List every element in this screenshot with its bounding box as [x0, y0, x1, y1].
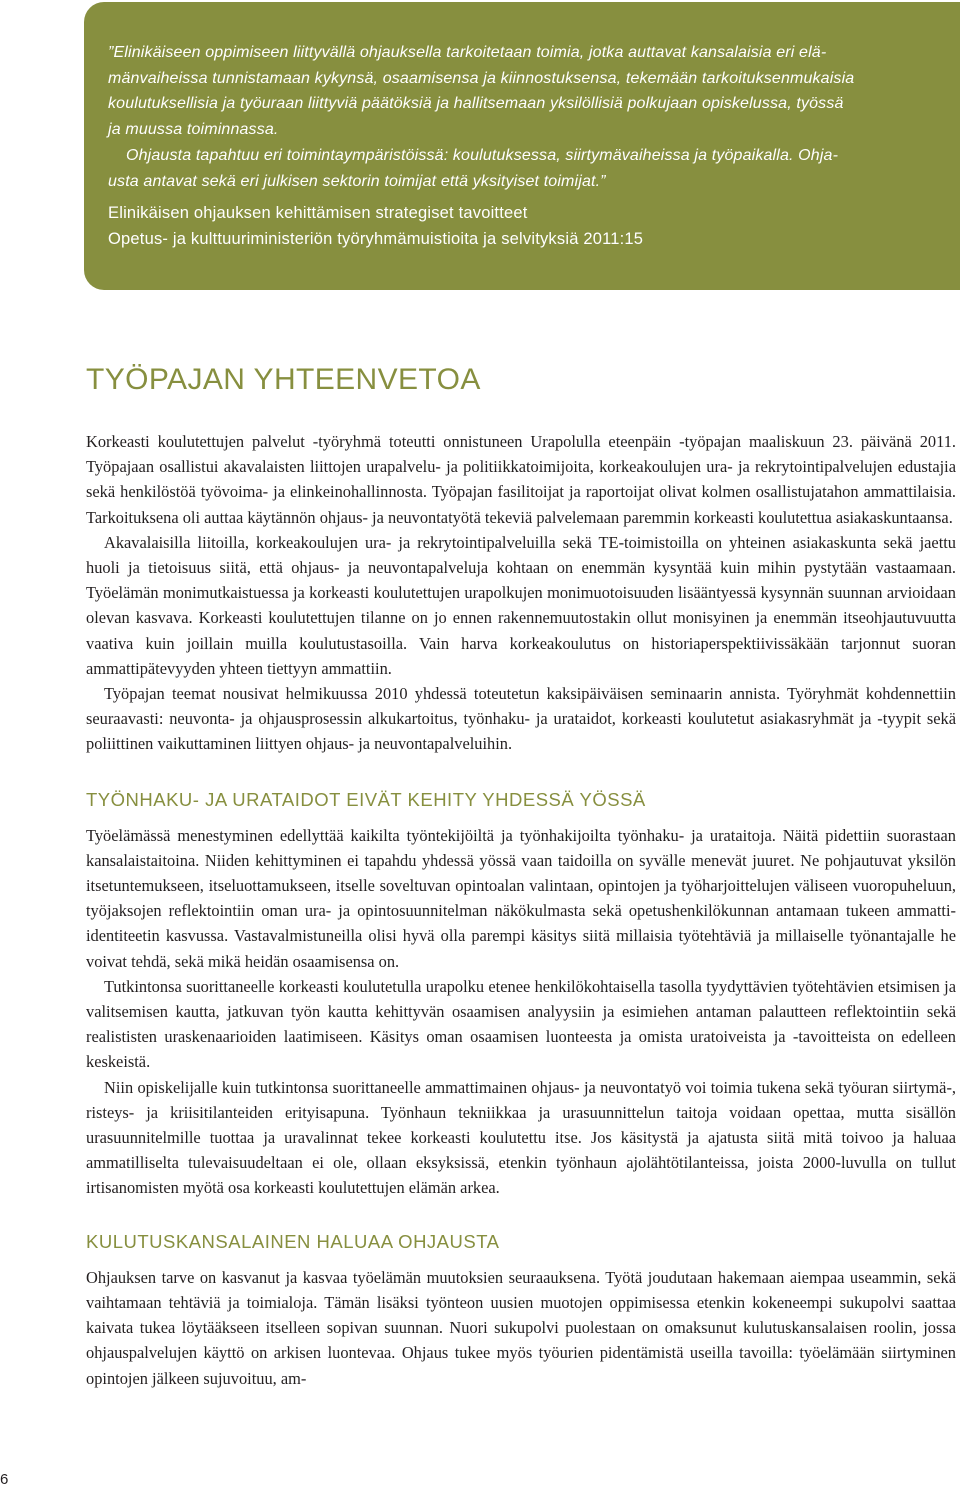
section-job-search-skills: [86, 823, 956, 1201]
paragraph: Akavalaisilla liitoilla, korkeakoulujen ura- ja rekrytointipalveluilla sekä TE-toimistoilla on yhteinen asiakaskunta sekä jaettu huoli ja tietoisuus siitä, että ohjaus- ja neuvontapalveluja kohtaan on enemmän kysyntää kuin mihin pystytään vastaamaan. Työelämän monimutkaistuessa ja korkeasti koulutettujen urapolkujen monimuotoisuuden lisääntyessä kysynnän suunnan arvioidaan olevan kasvava. Korkeasti koulutettujen tilanne on jo ennen rakennemuutostakin ollut monisyinen ja enemmän itseohjautuvuutta vaativa kuin joillain muilla koulutustasoilla. Vain harva korkeakoulutus on historiaperspektiivissäkään tarjonnut suoran ammattipätevyyden yhteen tiettyyn ammattiin.: [86, 532, 956, 678]
quote-box: [84, 2, 960, 290]
page-number: 6: [0, 1471, 9, 1488]
quote-source-title: Elinikäisen ohjauksen kehittämisen strategiset tavoitteet: [108, 204, 528, 223]
paragraph: Niin opiskelijalle kuin tutkintonsa suorittaneelle ammattimainen ohjaus- ja neuvontatyö voi toimia tukena sekä työuran siirtymä-, risteys- ja kriisitilanteiden erityisapuna. Työnhaun tekniikkaa ja urasuunnittelun taitoja voidaan opettaa, mutta sisällön urasuunnitelmille tuottaa ja uravalinnat tekee korkeasti koulutettu itse. Jos käsitystä ja ajatusta siitä mitä toivoo ja haluaa ammatilliselta tulevaisuudeltaan ei ole, ollaan eksyksissä, etenkin työnhaun ajolähtötilanteissa, joista 2000-luvulla on tullut irtisanomisten myötä osa korkeasti koulutettujen elämän arkea.: [86, 1077, 956, 1198]
main-content: [86, 362, 956, 1391]
paragraph: Ohjauksen tarve on kasvanut ja kasvaa työelämän muutoksien seuraauksena. Työtä joudutaan hakemaan aiempaa useammin, sekä vaihtamaan tehtäviä ja toimialoja. Tämän lisäksi työnteon uusien muotojen oppimisessa etenkin kokeneempi sukupolvi saattaa kaivata tukea löytääkseen itselleen sopivan suunnan. Nuori sukupolvi puolestaan on omaksunut kulutuskansalaisen roolin, jossa ohjauspalvelujen käyttö on arkisen luontevaa. Ohjaus tukee myös työurien pidentämistä useilla tavoilla: työelämään siirtyminen opintojen jälkeen sujuvoituu, am-: [86, 1267, 956, 1388]
paragraph: Korkeasti koulutettujen palvelut -työryhmä toteutti onnistuneen Urapolulla eteenpäin -työpajan maaliskuun 23. päivänä 2011. Työpajaan osallistui akavalaisten liittojen urapalvelu- ja politiikkatoimijoita, korkeakoulujen ura- ja rekrytointipalvelujen edustajia sekä henkilöstöä työvoima- ja elinkeinohallinnosta. Työpajan fasilitoijat ja raportoijat olivat kolmen osallistujatahon ammattilaisia. Tarkoituksena oli auttaa käytännön ohjaus- ja neuvontatyötä tekeviä palvelemaan paremmin korkeasti koulutettua asiakaskuntaansa.: [86, 432, 956, 527]
paragraph: Työelämässä menestyminen edellyttää kaikilta työntekijöiltä ja työnhakijoilta työnhaku- ja urataitoja. Näitä pidettiin suorastaan kansalaistaitoina. Niiden kehittyminen ei tapahdu yhdessä yössä vaan taidoilla on syvälle menevät juuret. Ne pohjautuvat yksilön itsetuntemukseen, itseluottamukseen, itselle soveltuvan opintoalan valintaan, opintojen ja työharjoittelujen väliseen vuoropuheluun, työjaksojen reflektointiin oman ura- ja opintosuunnitelman näkökulmasta sekä opetushenkilökunnan antamaan tukeen ammatti-identiteetin kasvussa. Vastavalmistuneilla olisi hyvä olla parempi käsitys siitä millaisia työtehtäviä ja millaiselle työnantajalle he voivat tehdä, sekä mikä heidän osaamisensa on.: [86, 825, 956, 971]
quote-line: usta antavat sekä eri julkisen sektorin toimijat että yksityiset toimijat.”: [108, 172, 606, 190]
section-heading: KULUTUSKANSALAINEN HALUAA OHJAUSTA: [86, 1230, 500, 1252]
paragraph: Työpajan teemat nousivat helmikuussa 2010 yhdessä toteutetun kaksipäiväisen seminaarin annista. Työryhmät kohdennettiin seuraavasti: neuvonta- ja ohjausprosessin alkukartoitus, työnhaku- ja urataidot, korkeasti koulutetut asiakasryhmät ja -tyypit sekä poliittinen vaikuttaminen liittyen ohjaus- ja neuvontapalveluihin.: [86, 684, 956, 754]
quote-line: koulutuksellisia ja työuraan liittyviä päätöksiä ja hallitsemaan yksilöllisiä polkujaan opiskelussa, työssä: [108, 95, 844, 113]
quote-line: ja muussa toiminnassa.: [108, 121, 279, 139]
section-heading: TYÖNHAKU- JA URATAIDOT EIVÄT KEHITY YHDESSÄ YÖSSÄ: [86, 788, 646, 810]
paragraph: Tutkintonsa suorittaneelle korkeasti koulutetulla urapolku etenee henkilökohtaisella tasolla tyydyttävien työtehtävien etsimisen ja valitsemisen kautta, jatkuvan työn kautta kehittyvän osaamisen analyysiin ja esimiehen antaman palautteen reflektointiin sekä realististen uraskenaarioiden laatimiseen. Käsitys oman osaamisen luonteesta ja omista uratoiveista ja -tavoitteista on edelleen keskeistä.: [86, 976, 956, 1072]
quote-text: [108, 40, 938, 194]
section-consumer-citizen: [86, 1265, 956, 1391]
quote-line: Ohjausta tapahtuu eri toimintaympäristöissä: koulutuksessa, siirtymävaiheissa ja työpaikalla. Ohja-: [126, 146, 839, 164]
page-title: TYÖPAJAN YHTEENVETOA: [86, 363, 481, 396]
quote-line: ”Elinikäiseen oppimiseen liittyvällä ohjauksella tarkoitetaan toimia, jotka auttavat kansalaisia eri elä-: [108, 44, 827, 61]
section-summary: [86, 429, 956, 757]
quote-source-subtitle: Opetus- ja kulttuuriministeriön työryhmämuistioita ja selvityksiä 2011:15: [108, 230, 644, 249]
quote-line: mänvaiheissa tunnistamaan kykynsä, osaamisensa ja kiinnostuksensa, tekemään tarkoituksenmukaisia: [108, 69, 855, 87]
